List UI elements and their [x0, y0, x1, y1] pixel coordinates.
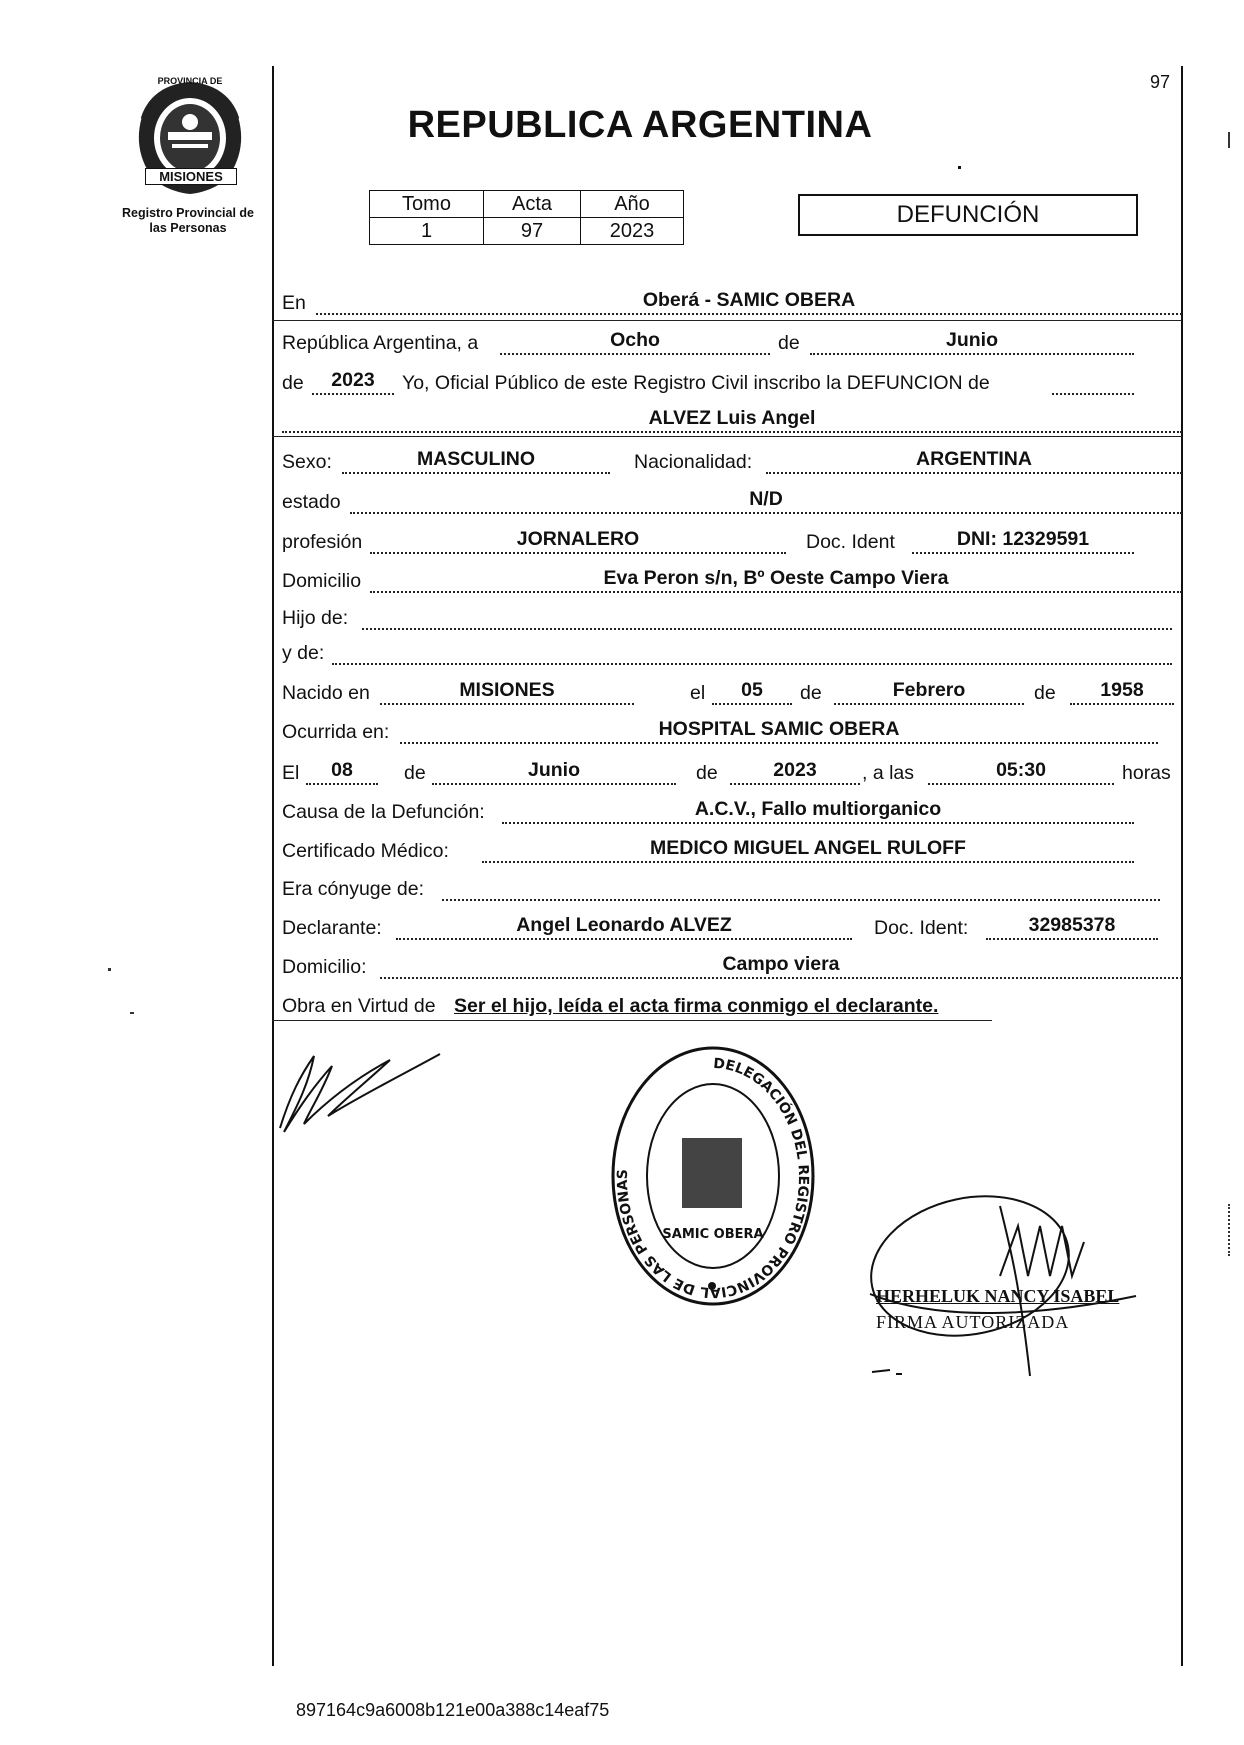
obra-value: Ser el hijo, leída el acta firma conmigo el declarante. — [454, 995, 939, 1017]
document-title: REPUBLICA ARGENTINA — [407, 104, 873, 146]
en-value: Oberá - SAMIC OBERA — [316, 289, 1182, 315]
domicilio-label: Domicilio — [282, 570, 362, 592]
declarant-signature — [270, 1036, 450, 1136]
domicilio2-value: Campo viera — [380, 953, 1182, 979]
row-declarante — [282, 912, 1182, 942]
doc2-value: 32985378 — [986, 914, 1158, 940]
left-border — [272, 66, 274, 1666]
row-separator — [272, 320, 1182, 321]
doc-value: DNI: 12329591 — [912, 528, 1134, 554]
hijo-value — [362, 604, 1172, 630]
obra-label: Obra en Virtud de — [282, 995, 436, 1017]
domicilio2-label: Domicilio: — [282, 956, 367, 978]
yde-value — [332, 639, 1172, 665]
stray-mark — [1228, 1204, 1232, 1256]
ocurrida-value: HOSPITAL SAMIC OBERA — [400, 718, 1158, 744]
stray-mark — [108, 968, 111, 971]
row-fecha — [282, 327, 1182, 357]
row-profesion — [282, 526, 1182, 556]
horas-label: horas — [1122, 762, 1171, 784]
anio-value: 2023 — [581, 218, 684, 245]
conyuge-label: Era cónyuge de: — [282, 878, 425, 900]
record-type-box: DEFUNCIÓN — [798, 194, 1138, 236]
estado-value: N/D — [350, 488, 1182, 514]
signature-stamp-name: HERHELUK NANCY ISABEL — [876, 1286, 1120, 1306]
row-nacido — [282, 677, 1182, 707]
row-ocurrida — [282, 716, 1182, 746]
nacionalidad-label: Nacionalidad: — [634, 451, 753, 473]
svg-text:DELEGACIÓN DEL REGISTRO PROVIN — [615, 1056, 811, 1300]
emblem-top-text: PROVINCIA DE — [157, 76, 223, 86]
row-separator — [272, 1020, 992, 1021]
year: 2023 — [312, 369, 394, 395]
de-label: de — [800, 682, 822, 704]
de-label: de — [696, 762, 718, 784]
row-sexo — [282, 446, 1182, 476]
declarante-label: Declarante: — [282, 917, 382, 939]
en-label: En — [282, 292, 306, 314]
anio-label: Año — [581, 191, 684, 218]
emblem-bottom-text: MISIONES — [145, 168, 237, 185]
profesion-value: JORNALERO — [370, 528, 786, 554]
inscribo-blank — [1052, 369, 1134, 395]
republica-label: República Argentina, a — [282, 332, 479, 354]
hijo-label: Hijo de: — [282, 607, 349, 629]
yde-label: y de: — [282, 642, 325, 664]
profesion-label: profesión — [282, 531, 363, 553]
seal-inner-text: SAMIC OBERA — [662, 1227, 764, 1242]
declarante-value: Angel Leonardo ALVEZ — [396, 914, 852, 940]
deceased-name: ALVEZ Luis Angel — [282, 407, 1182, 433]
row-separator — [272, 436, 1182, 437]
seal-text — [606, 1038, 820, 1308]
doc-label: Doc. Ident — [806, 531, 895, 553]
row-yde — [282, 637, 1182, 667]
birth-day: 05 — [712, 679, 792, 705]
row-obra — [282, 990, 1182, 1020]
sexo-value: MASCULINO — [342, 448, 610, 474]
nacionalidad-value: ARGENTINA — [766, 448, 1182, 474]
page-number: 97 — [1150, 72, 1171, 92]
row-hijo — [282, 602, 1182, 632]
row-causa — [282, 796, 1182, 826]
death-time: 05:30 — [928, 759, 1114, 785]
death-day: 08 — [306, 759, 378, 785]
nacido-label: Nacido en — [282, 682, 370, 704]
conyuge-value — [442, 875, 1160, 901]
row-estado — [282, 486, 1182, 516]
tomo-acta-anio-table — [369, 190, 684, 245]
tomo-label: Tomo — [370, 191, 484, 218]
domicilio-value: Eva Peron s/n, Bº Oeste Campo Viera — [370, 567, 1182, 593]
day-word: Ocho — [500, 329, 770, 355]
row-domicilio2 — [282, 951, 1182, 981]
birth-year: 1958 — [1070, 679, 1174, 705]
de-label: de — [282, 372, 304, 394]
cert-value: MEDICO MIGUEL ANGEL RULOFF — [482, 837, 1134, 863]
acta-value: 97 — [484, 218, 581, 245]
ocurrida-label: Ocurrida en: — [282, 721, 390, 743]
org-name: Registro Provincial de las Personas — [122, 206, 254, 235]
row-conyuge — [282, 873, 1182, 903]
seal-ring-text: DELEGACIÓN DEL REGISTRO PROVINCIAL DE LAS PERSONAS — [614, 1055, 812, 1301]
estado-label: estado — [282, 491, 341, 513]
de-label: de — [404, 762, 426, 784]
sexo-label: Sexo: — [282, 451, 332, 473]
de-label: de — [778, 332, 800, 354]
row-domicilio — [282, 565, 1182, 595]
row-certificado — [282, 835, 1182, 865]
row-fecha-muerte — [282, 757, 1182, 787]
birth-month: Febrero — [834, 679, 1024, 705]
death-year: 2023 — [730, 759, 860, 785]
nacido-value: MISIONES — [380, 679, 634, 705]
causa-value: A.C.V., Fallo multiorganico — [502, 798, 1134, 824]
tomo-value: 1 — [370, 218, 484, 245]
stray-mark — [1228, 132, 1230, 148]
row-inscribo — [282, 367, 1182, 397]
death-month: Junio — [432, 759, 676, 785]
causa-label: Causa de la Defunción: — [282, 801, 485, 823]
el-label: el — [690, 682, 706, 704]
inscribo-text: Yo, Oficial Público de este Registro Civil inscribo la DEFUNCION de — [402, 372, 990, 394]
row-en — [282, 287, 1182, 317]
signature-stamp-title: FIRMA AUTORIZADA — [876, 1312, 1070, 1332]
title-dot — [958, 166, 961, 169]
acta-label: Acta — [484, 191, 581, 218]
de-label: de — [1034, 682, 1056, 704]
alas-label: , a las — [862, 762, 915, 784]
cert-label: Certificado Médico: — [282, 840, 449, 862]
row-name — [282, 405, 1182, 435]
month: Junio — [810, 329, 1134, 355]
stray-mark — [130, 1012, 134, 1014]
el-label: El — [282, 762, 300, 784]
doc2-label: Doc. Ident: — [874, 917, 969, 939]
document-hash: 897164c9a6008b121e00a388c14eaf75 — [296, 1700, 610, 1720]
